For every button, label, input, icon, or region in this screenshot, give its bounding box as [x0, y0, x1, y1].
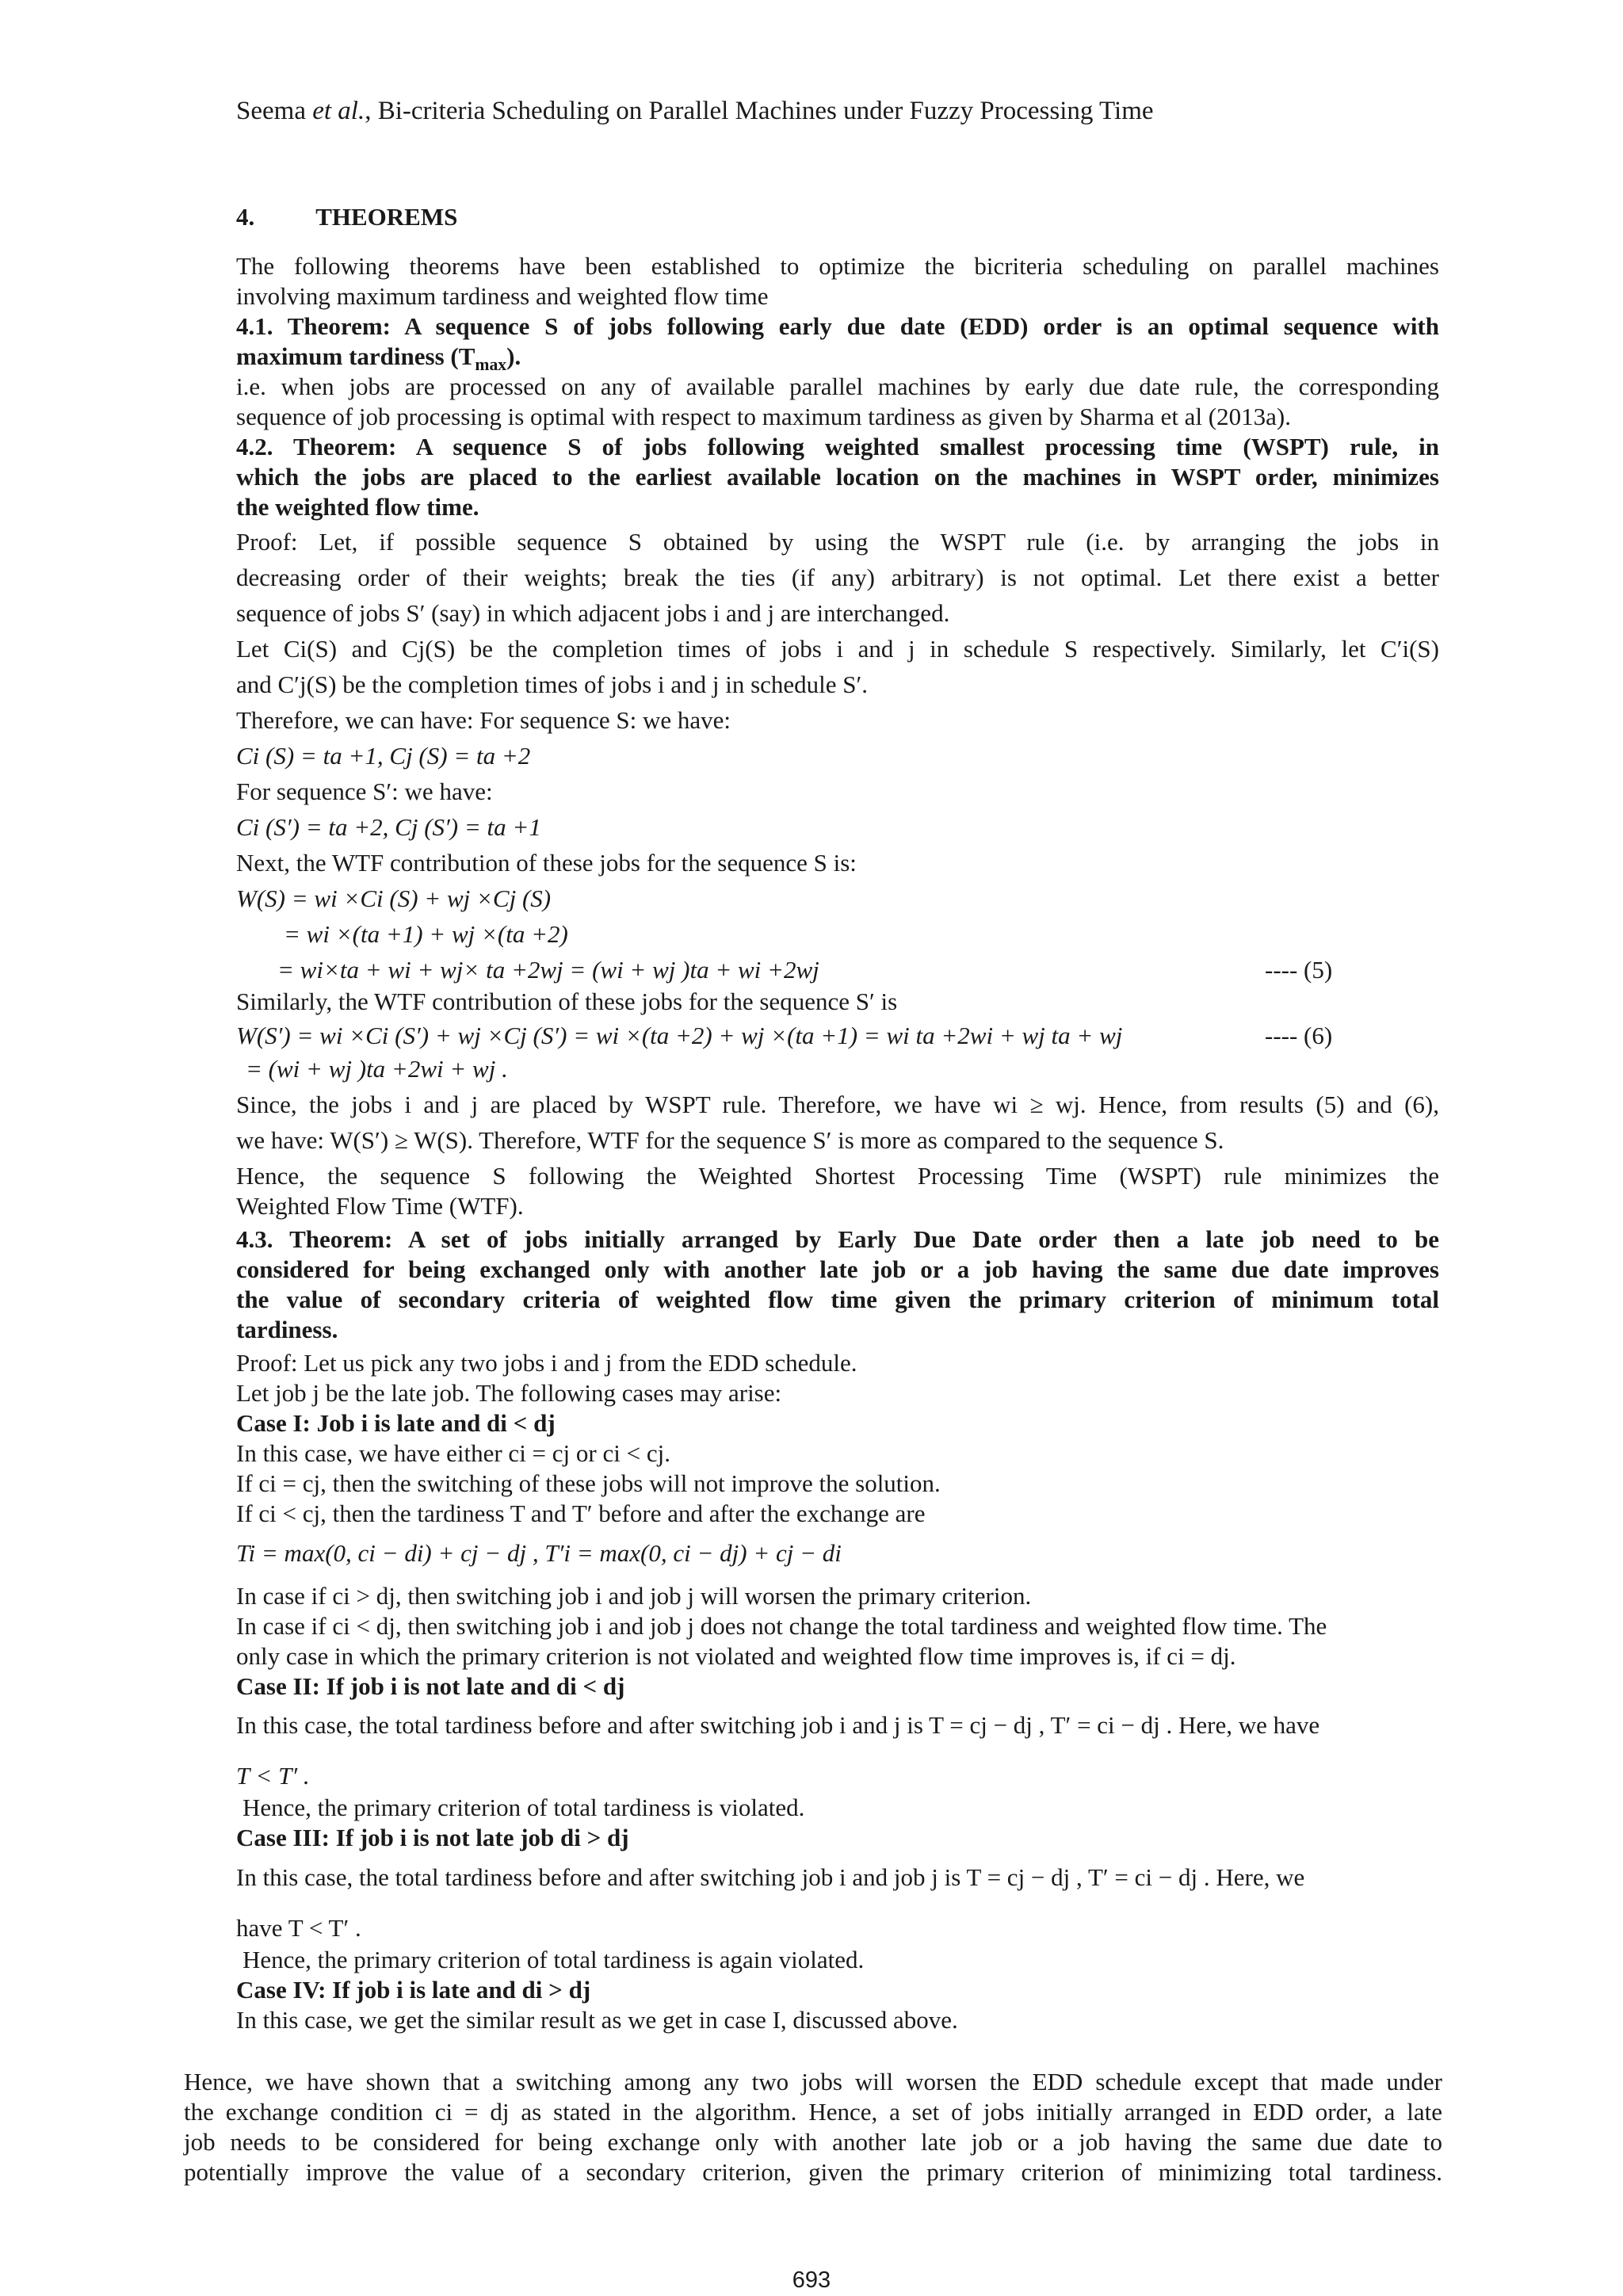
equation: = wi×ta + wi + wj× ta +2wj = (wi + wj )ta + wi +2wj: [277, 956, 819, 984]
proof-line: In this case, the total tardiness before and after switching job i and j is T = cj − dj , T′ = ci − dj . Here, we have: [236, 1711, 1320, 1739]
proof-line: In this case, we have either ci = cj or ci < cj.: [236, 1439, 670, 1467]
section-number: 4.: [236, 203, 255, 231]
proof-line: Hence, the primary criterion of total tardiness is again violated.: [242, 1946, 865, 1973]
proof-line: In this case, the total tardiness before and after switching job i and job j is T = cj − dj , T′ = ci − dj . Here, we: [236, 1863, 1305, 1891]
case-heading: Case III: If job i is not late job di > dj: [236, 1824, 629, 1851]
theorem-text: sequence of job processing is optimal with respect to maximum tardiness as given by Sharma et al (2013a).: [236, 403, 1291, 430]
proof-line: In this case, we get the similar result as we get in case I, discussed above.: [236, 2006, 958, 2034]
theorem-heading: 4.2. Theorem: A sequence S of jobs following weighted smallest processing time (WSPT) rule, in: [236, 433, 1439, 460]
proof-line: In case if ci > dj, then switching job i and job j will worsen the primary criterion.: [236, 1582, 1032, 1610]
proof-line: Let Ci(S) and Cj(S) be the completion times of jobs i and j in schedule S respectively. Similarly, let C′i(S): [236, 635, 1439, 663]
proof-line: Proof: Let us pick any two jobs i and j from the EDD schedule.: [236, 1349, 857, 1377]
page-number: 693: [792, 2267, 831, 2293]
proof-line: we have: W(S′) ≥ W(S). Therefore, WTF for the sequence S′ is more as compared to the sequence S.: [236, 1126, 1224, 1154]
equation-number: ---- (6): [1265, 1022, 1333, 1049]
conclusion-line: Hence, we have shown that a switching among any two jobs will worsen the EDD schedule except that made under: [184, 2068, 1442, 2095]
intro-line: The following theorems have been established to optimize the bicriteria scheduling on parallel machines: [236, 252, 1439, 280]
proof-line: Weighted Flow Time (WTF).: [236, 1192, 524, 1220]
theorem-text: i.e. when jobs are processed on any of available parallel machines by early due date rule, the corresponding: [236, 372, 1439, 400]
theorem-heading: 4.1. Theorem: A sequence S of jobs following early due date (EDD) order is an optimal sequence with: [236, 312, 1439, 340]
theorem-heading: tardiness.: [236, 1316, 338, 1343]
proof-line: Next, the WTF contribution of these jobs for the sequence S is:: [236, 849, 857, 877]
proof-line: If ci < cj, then the tardiness T and T′ before and after the exchange are: [236, 1499, 926, 1527]
proof-line: and C′j(S) be the completion times of jobs i and j in schedule S′.: [236, 670, 869, 698]
proof-line: Hence, the sequence S following the Weighted Shortest Processing Time (WSPT) rule minimizes the: [236, 1162, 1439, 1190]
equation: T < T′ .: [236, 1762, 310, 1790]
equation: W(S) = wi ×Ci (S) + wj ×Cj (S): [236, 884, 552, 912]
running-header: Seema et al., Bi-criteria Scheduling on Parallel Machines under Fuzzy Processing Time: [236, 97, 1154, 125]
theorem-heading: considered for being exchanged only with another late job or a job having the same due date improves: [236, 1255, 1439, 1283]
equation-number: ---- (5): [1265, 956, 1333, 984]
conclusion-line: potentially improve the value of a secondary criterion, given the primary criterion of minimizing total tardiness.: [184, 2158, 1442, 2186]
proof-line: Proof: Let, if possible sequence S obtained by using the WSPT rule (i.e. by arranging the jobs in: [236, 528, 1439, 556]
case-heading: Case II: If job i is not late and di < dj: [236, 1672, 625, 1700]
theorem-heading: which the jobs are placed to the earliest available location on the machines in WSPT order, minimizes: [236, 463, 1439, 491]
proof-line: If ci = cj, then the switching of these jobs will not improve the solution.: [236, 1469, 941, 1497]
conclusion-line: job needs to be considered for being exchange only with another late job or a job having the same due date to: [184, 2128, 1442, 2156]
proof-line: Therefore, we can have: For sequence S: we have:: [236, 706, 731, 734]
equation: = (wi + wj )ta +2wi + wj .: [246, 1055, 508, 1083]
section-title: THEOREMS: [315, 203, 458, 231]
case-heading: Case I: Job i is late and di < dj: [236, 1409, 556, 1437]
conclusion-line: the exchange condition ci = dj as stated in the algorithm. Hence, a set of jobs initially arranged in EDD order, a late: [184, 2098, 1442, 2126]
proof-line: In case if ci < dj, then switching job i and job j does not change the total tardiness and weighted flow time. The: [236, 1612, 1327, 1640]
theorem-heading: 4.3. Theorem: A set of jobs initially arranged by Early Due Date order then a late job need to be: [236, 1225, 1439, 1253]
proof-line: Let job j be the late job. The following cases may arise:: [236, 1379, 782, 1407]
equation: = wi ×(ta +1) + wj ×(ta +2): [284, 920, 568, 948]
equation: Ci (S′) = ta +2, Cj (S′) = ta +1: [236, 813, 541, 841]
equation: W(S′) = wi ×Ci (S′) + wj ×Cj (S′) = wi ×(ta +2) + wj ×(ta +1) = wi ta +2wi + wj ta + wj: [236, 1022, 1123, 1049]
proof-line: For sequence S′: we have:: [236, 777, 493, 805]
proof-line: decreasing order of their weights; break the ties (if any) arbitrary) is not optimal. Let there exist a better: [236, 563, 1439, 591]
proof-line: Hence, the primary criterion of total tardiness is violated.: [242, 1794, 805, 1821]
theorem-heading: the weighted flow time.: [236, 493, 479, 521]
proof-line: Similarly, the WTF contribution of these jobs for the sequence S′ is: [236, 988, 898, 1015]
section-heading: [236, 202, 1439, 232]
case-heading: Case IV: If job i is late and di > dj: [236, 1976, 591, 2004]
equation: Ti = max(0, ci − di) + cj − dj , T′i = max(0, ci − dj) + cj − di: [236, 1539, 842, 1567]
equation: Ci (S) = ta +1, Cj (S) = ta +2: [236, 742, 531, 770]
intro-line: involving maximum tardiness and weighted flow time: [236, 282, 769, 310]
theorem-heading: the value of secondary criteria of weighted flow time given the primary criterion of minimum total: [236, 1286, 1439, 1313]
proof-line: Since, the jobs i and j are placed by WSPT rule. Therefore, we have wi ≥ wj. Hence, from results (5) and (6),: [236, 1091, 1439, 1118]
proof-line: only case in which the primary criterion is not violated and weighted flow time improves is, if ci = dj.: [236, 1642, 1236, 1670]
proof-line: sequence of jobs S′ (say) in which adjacent jobs i and j are interchanged.: [236, 599, 950, 627]
proof-line: have T < T′ .: [236, 1914, 361, 1942]
theorem-heading: maximum tardiness $(T_{max})$.: [236, 342, 521, 375]
